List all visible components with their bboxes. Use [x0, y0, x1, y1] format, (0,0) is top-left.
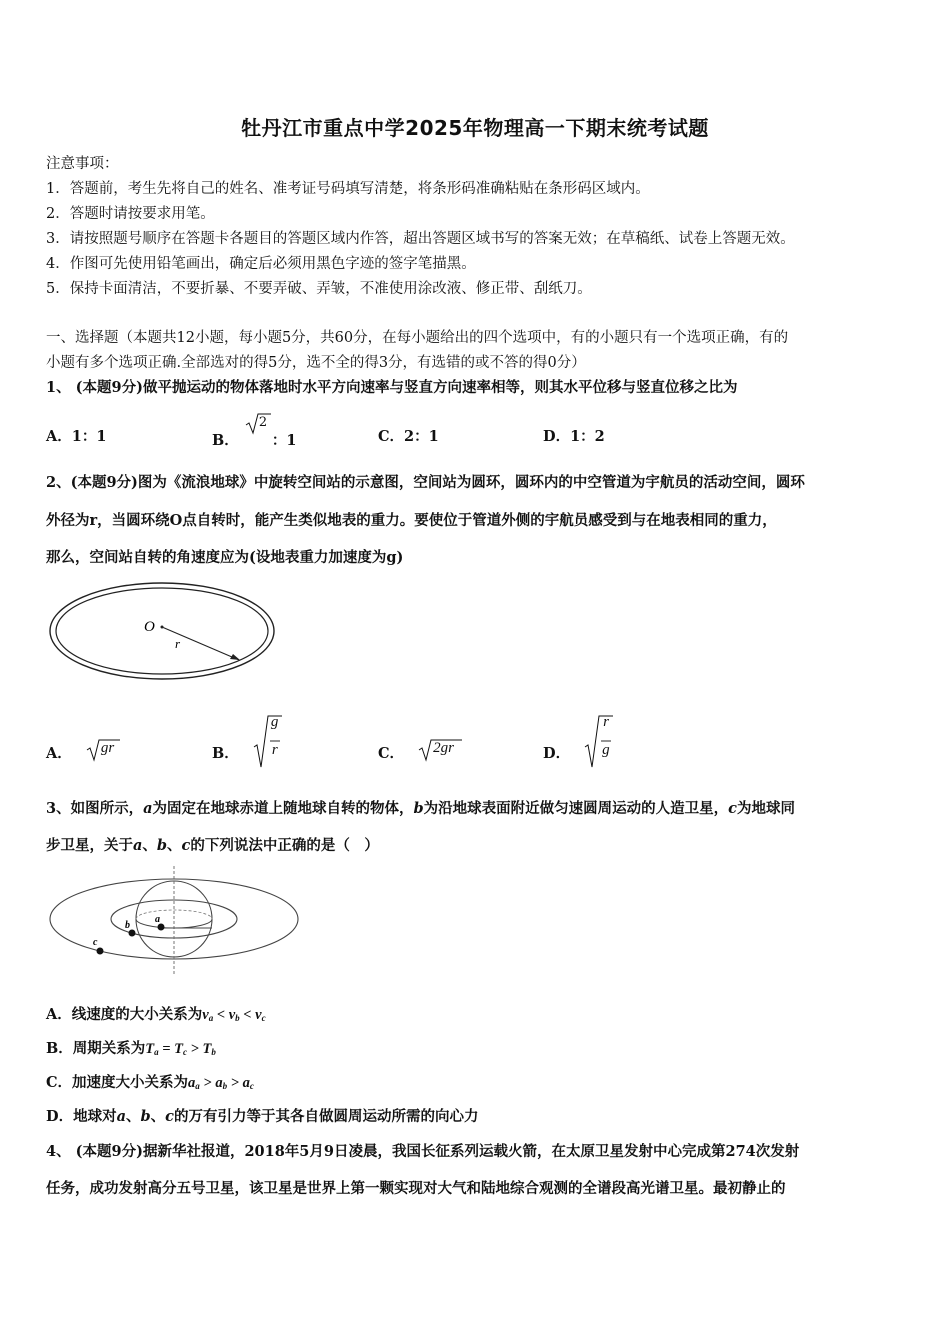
- q1-option-c[interactable]: [378, 425, 439, 446]
- q3-option-a-text: 线速度的大小关系为: [71, 1006, 203, 1023]
- q3-var-b: b: [413, 800, 424, 817]
- q3-text: 的下列说法中正确的是（ ）: [190, 837, 379, 854]
- q2-option-b-label: B．: [212, 745, 239, 762]
- note-item-3: 3．请按照题号顺序在答题卡各题目的答题区域内作答，超出答题区域书写的答案无效；在草稿纸、试卷上答题无效。: [46, 231, 795, 247]
- q1-option-c-text: 2：1: [404, 428, 439, 445]
- section-intro-line2: 小题有多个选项正确.全部选对的得5分，选不全的得3分，有选错的或不答的得0分）: [46, 355, 586, 371]
- q1-option-a-label: A．: [46, 428, 72, 445]
- q3-option-a-formula: $v_a < v_b < v_c$: [202, 1007, 266, 1023]
- q1-option-c-label: C．: [378, 428, 405, 445]
- space-station-figure: [46, 578, 286, 688]
- q3-option-b[interactable]: [46, 1037, 216, 1058]
- q3-text: 、: [142, 837, 157, 854]
- q1-option-b-label: B．: [212, 432, 239, 449]
- q4-stem-line2: 任务，成功发射高分五号卫星，该卫星是世界上第一颗实现对大气和陆地综合观测的全谱段高光谱卫星。最初静止的: [46, 1180, 786, 1197]
- q3-option-b-label: B．: [46, 1040, 73, 1057]
- q2-option-a[interactable]: [46, 738, 121, 763]
- fig-label-c: c: [93, 937, 98, 948]
- q3-option-a[interactable]: [46, 1003, 266, 1024]
- q3-option-b-formula: $T_a = T_c > T_b$: [145, 1041, 216, 1057]
- q3-stem-line2: [46, 834, 379, 855]
- earth-orbits-figure: [46, 862, 302, 978]
- q3-option-b-text: 周期关系为: [72, 1040, 146, 1057]
- fig-label-b: b: [125, 920, 130, 931]
- q3-option-d-text: 地球对: [73, 1108, 117, 1125]
- note-item-4: 4．作图可先使用铅笔画出，确定后必须用黑色字迹的签字笔描黑。: [46, 256, 476, 272]
- q3-text: 、: [125, 1108, 141, 1125]
- q3-stem-line1: [46, 797, 795, 818]
- q1-option-a-text: 1：1: [71, 428, 107, 445]
- q2-option-c-radicand: 2gr: [433, 740, 454, 756]
- notes-heading: 注意事项：: [46, 156, 119, 172]
- q1-option-d[interactable]: [543, 425, 605, 446]
- note-item-5: 5．保持卡面清洁，不要折暴、不要弄破、弄皱，不准使用涂改液、修正带、刮纸刀。: [46, 281, 592, 297]
- station-ring-inner: [56, 588, 268, 674]
- q1-option-d-label: D．: [543, 428, 571, 445]
- q3-text: 步卫星，关于: [46, 837, 133, 854]
- q3-text: 为沿地球表面附近做匀速圆周运动的人造卫星，: [423, 800, 729, 817]
- q3-option-d-label: D．: [46, 1108, 74, 1125]
- q2-option-c[interactable]: [378, 738, 463, 763]
- q3-option-c-formula: $a_a > a_b > a_c$: [188, 1075, 254, 1091]
- q1-option-a[interactable]: [46, 425, 106, 446]
- q2-stem-line2: 外径为r，当圆环绕O点自转时，能产生类似地表的重力。要使位于管道外侧的宇航员感受到与在地表相同的重力，: [46, 512, 777, 529]
- point-c: [97, 948, 104, 955]
- q3-var-c: c: [165, 1108, 174, 1125]
- q2-option-b-numerator: g: [270, 714, 279, 730]
- arrow-head-icon: [230, 654, 240, 660]
- q3-text: 、: [150, 1108, 166, 1125]
- q3-text: 为固定在地球赤道上随地球自转的物体，: [152, 800, 414, 817]
- q1-option-b[interactable]: [212, 415, 297, 450]
- q2-option-a-radicand: gr: [100, 740, 115, 756]
- q3-text: 、: [167, 837, 182, 854]
- q3-var-a: a: [143, 800, 153, 817]
- q3-var-b: b: [156, 837, 168, 854]
- q2-option-d-label: D．: [543, 745, 571, 762]
- q1-option-b-radicand: 2: [258, 415, 268, 430]
- q3-var-a: a: [116, 1108, 126, 1125]
- q1-option-d-text: 1：2: [570, 428, 605, 445]
- q3-option-d[interactable]: [46, 1105, 478, 1126]
- page-title: 牡丹江市重点中学2025年物理高一下期末统考试题: [241, 116, 709, 140]
- fig-label-a: a: [155, 914, 160, 925]
- note-item-1: 1．答题前，考生先将自己的姓名、准考证号码填写清楚，将条形码准确粘贴在条形码区域内。: [46, 181, 650, 197]
- section-intro-line1: 一、选择题（本题共12小题，每小题5分，共60分，在每小题给出的四个选项中，有的小题只有一个选项正确，有的: [46, 330, 789, 346]
- sqrt-icon: [583, 714, 615, 758]
- q3-text: 3、如图所示，: [46, 800, 144, 817]
- q3-option-c-text: 加速度大小关系为: [72, 1074, 189, 1091]
- q3-var-c: c: [728, 800, 737, 817]
- q3-var-b: b: [140, 1108, 151, 1125]
- q4-stem-line1: 4、 (本题9分)据新华社报道，2018年5月9日凌晨，我国长征系列运载火箭，在太原卫星发射中心完成第274次发射: [46, 1143, 800, 1160]
- q1-stem: 1、 (本题9分)做平抛运动的物体落地时水平方向速率与竖直方向速率相等，则其水平位移与竖直位移之比为: [46, 379, 738, 396]
- q3-var-c: c: [181, 837, 191, 854]
- sqrt-icon: [252, 714, 284, 758]
- fig-label-r: r: [175, 636, 181, 651]
- q2-option-c-label: C．: [378, 745, 405, 762]
- q3-option-c[interactable]: [46, 1071, 254, 1092]
- q2-stem-line3: 那么，空间站自转的角速度应为(设地表重力加速度为g): [46, 549, 404, 566]
- q3-option-d-text: 的万有引力等于其各自做圆周运动所需的向心力: [173, 1108, 479, 1125]
- q3-text: 为地球同: [736, 800, 795, 817]
- q2-option-b-denominator: r: [271, 742, 278, 758]
- sqrt-icon: [417, 738, 463, 758]
- q2-option-b[interactable]: [212, 714, 284, 763]
- q2-option-d[interactable]: [543, 714, 615, 763]
- q2-stem-line1: 2、(本题9分)图为《流浪地球》中旋转空间站的示意图，空间站为圆环，圆环内的中空管道为宇航员的活动空间，圆环: [46, 474, 805, 491]
- fig-label-O: O: [144, 619, 155, 635]
- sqrt-icon: [244, 415, 272, 445]
- station-ring-outer: [50, 583, 274, 679]
- radius-line: [162, 627, 239, 660]
- q2-option-d-denominator: g: [602, 742, 610, 758]
- note-item-2: 2．答题时请按要求用笔。: [46, 206, 215, 222]
- q2-option-a-label: A．: [46, 745, 72, 762]
- q1-option-b-text: ：1: [271, 432, 297, 449]
- q3-option-c-label: C．: [46, 1074, 73, 1091]
- q3-option-a-label: A．: [46, 1006, 72, 1023]
- sqrt-icon: [85, 738, 121, 758]
- q3-var-a: a: [133, 837, 143, 854]
- q2-option-d-numerator: r: [603, 714, 609, 730]
